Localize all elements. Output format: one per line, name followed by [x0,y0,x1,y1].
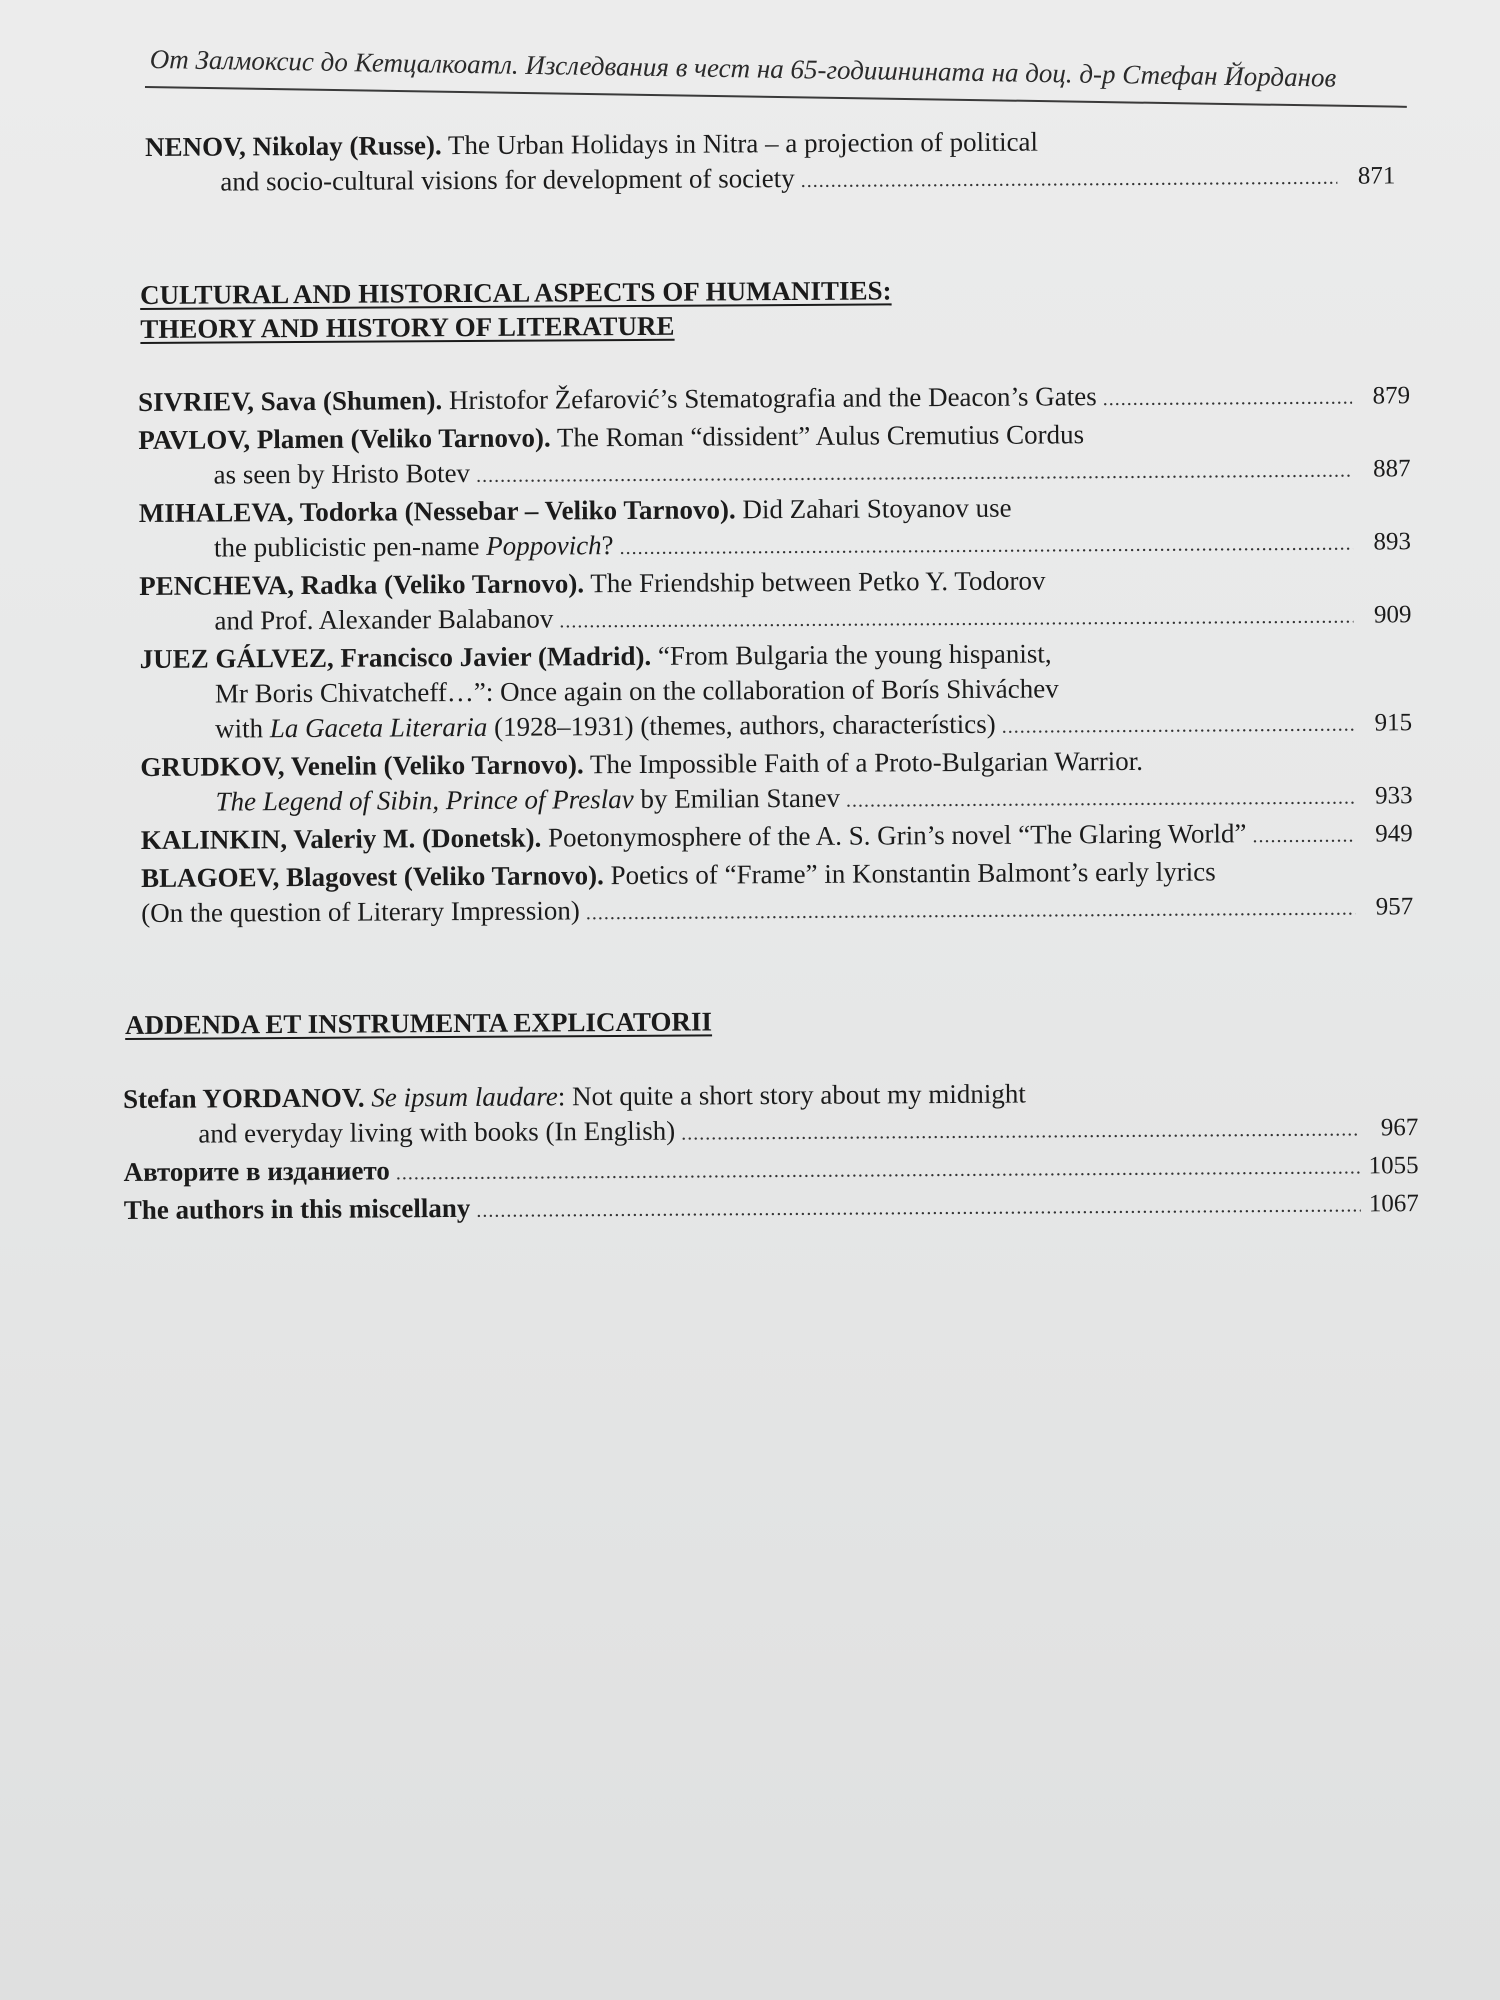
running-title: От Залмоксис до Кетцалкоатл. Изследвания в чест на 65-годишнината на доц. д-р Стефан Йорданов [149,44,1337,93]
leader-dots [559,600,1353,640]
leader-dots [1002,708,1355,745]
leader-dots [846,781,1355,819]
toc-entry[interactable] [140,634,1413,750]
page-number: 949 [1375,820,1413,848]
entry-title-cont: and everyday living with books (In English) [198,1115,676,1149]
entry-title-cont: the publicistic pen-name [213,530,487,563]
toc-entry[interactable] [124,1185,1419,1231]
leader-dots [1103,381,1353,418]
entry-title: The Roman “dissident” Aulus Cremutius Cordus [556,419,1085,453]
entry-title-italic: The Legend of Sibin, Prince of Preslav [215,783,634,817]
entry-title: : Not quite a short story about my midnight [557,1078,1026,1112]
entry-author: PENCHEVA, Radka (Veliko Tarnovo). [139,568,585,601]
entry-author: NENOV, Nikolay (Russe). [145,130,442,162]
entry-author: KALINKIN, Valeriy M. (Donetsk). [140,822,542,855]
literature-entries [138,377,1413,934]
section-heading: ADDENDA ET INSTRUMENTA EXPLICATORII [125,1006,713,1040]
page-number: 871 [1357,162,1396,190]
entry-title-punct: ? [601,530,614,561]
entry-title: Poetics of “Frame” in Konstantin Balmont’s early lyrics [610,856,1216,891]
entry-title-cont: with [215,713,270,744]
page-number: 1055 [1368,1152,1419,1180]
entry-author: SIVRIEV, Sava (Shumen). [138,385,443,417]
entry-title: The Urban Holidays in Nitra – a projection of political [447,126,1039,161]
toc-entry[interactable] [139,488,1411,569]
entry-author: JUEZ GÁLVEZ, Francisco Javier (Madrid). [139,640,652,674]
entry-title: “From Bulgaria the young hispanist, [657,638,1052,671]
toc-entry[interactable] [138,415,1410,496]
leader-dots [681,1112,1360,1151]
page-number: 915 [1374,709,1413,737]
entry-title: Did Zahari Stoyanov use [742,492,1012,525]
entry-author: Stefan YORDANOV. [123,1082,365,1114]
page-number: 887 [1372,455,1411,483]
page-number: 967 [1380,1114,1419,1142]
entry-title: Poetonymosphere of the A. S. Grin’s novel “The Glaring World” [547,818,1247,853]
entry-title-cont: (1928–1931) (themes, authors, characterístics) [487,708,996,742]
page-number: 893 [1373,528,1412,556]
section-heading-line1: CULTURAL AND HISTORICAL ASPECTS OF HUMANITIES: [140,275,892,310]
section-heading-line2: THEORY AND HISTORY OF LITERATURE [140,310,675,344]
section-heading-literature [140,272,1140,346]
entry-title-italic: Poppovich [486,530,602,561]
leader-dots [476,454,1353,494]
leader-dots [396,1150,1361,1191]
page-number: 909 [1373,601,1412,629]
section-heading-addenda [125,1003,1025,1042]
entry-title-cont: by Emilian Stanev [633,782,841,814]
toc-entry[interactable] [140,742,1412,823]
entry-title-cont: (On the question of Literary Impression) [141,895,580,928]
leader-dots [620,527,1354,566]
entry-author: MIHALEVA, Todorka (Nessebar – Veliko Tarnovo). [138,494,736,528]
entry-label: The authors in this miscellany [123,1192,471,1225]
page-number: 957 [1375,893,1414,921]
entry-title-italic: Se ipsum laudare [371,1081,558,1113]
leader-dots [1252,819,1354,855]
page-number: 933 [1374,782,1413,810]
entry-title-cont: Mr Boris Chivatcheff…”: Once again on the collaboration of Borís Shiváchev [214,673,1059,709]
toc-entry[interactable] [141,853,1413,934]
leader-dots [586,892,1356,932]
leader-dots [801,161,1338,199]
entry-title: Hristofor Žefarović’s Stematografia and the Deacon’s Gates [448,381,1097,416]
entry-title: The Friendship between Petko Y. Todorov [590,565,1046,599]
addenda-entries [123,1074,1419,1231]
leader-dots [476,1188,1361,1228]
entry-title-italic: La Gaceta Literaria [269,711,488,744]
entry-title-cont: and socio-cultural visions for development of society [220,163,795,197]
entry-title-cont: as seen by Hristo Botev [213,457,471,490]
entry-author: BLAGOEV, Blagovest (Veliko Tarnovo). [140,860,604,893]
entry-label: Авторите в изданието [123,1155,390,1187]
entry-author: GRUDKOV, Venelin (Veliko Tarnovo). [140,749,584,782]
entry-title-cont: and Prof. Alexander Balabanov [214,603,554,636]
toc-entry[interactable] [139,561,1411,642]
entry-title: The Impossible Faith of a Proto-Bulgarian Warrior. [589,745,1144,780]
entry-author: PAVLOV, Plamen (Veliko Tarnovo). [138,422,551,455]
toc-entry[interactable] [123,1074,1418,1155]
toc-entry[interactable] [145,122,1395,203]
page-number: 1067 [1368,1190,1419,1218]
page-number: 879 [1372,382,1411,410]
top-entry-block [145,122,1395,203]
